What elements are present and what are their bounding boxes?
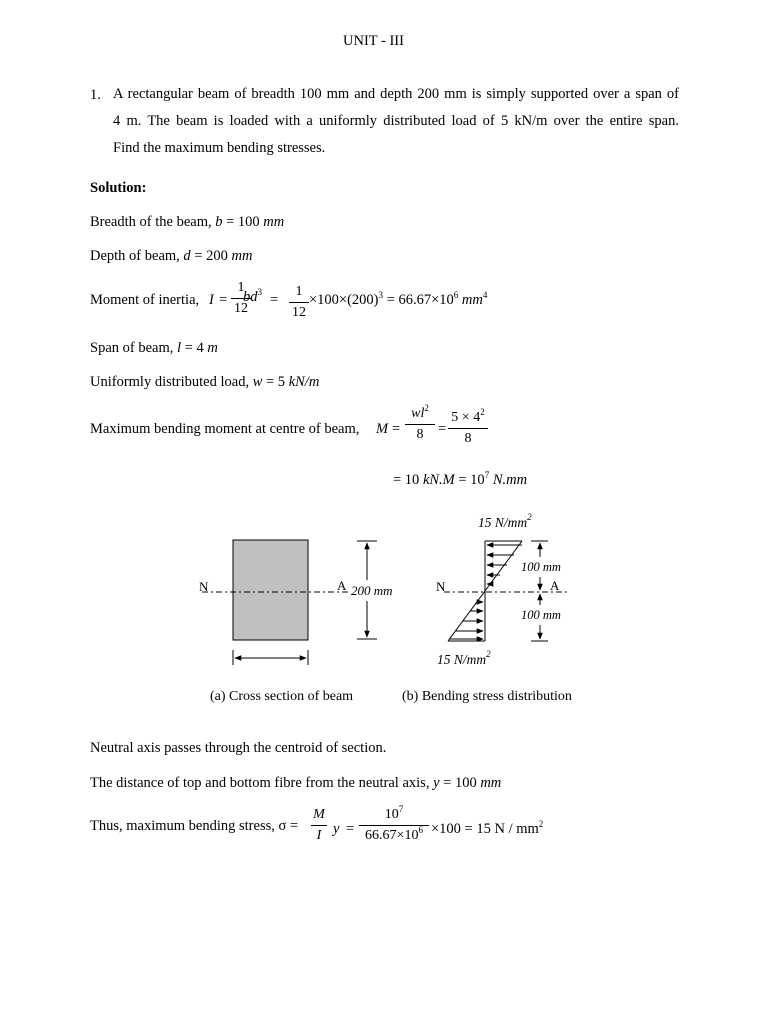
- udl-label: Uniformly distributed load,: [90, 374, 253, 390]
- bm-result: [393, 472, 527, 489]
- beam-cross-section: [233, 540, 308, 640]
- depth-dim-label: 200 mm: [351, 583, 393, 598]
- problem-number: 1.: [90, 87, 101, 103]
- top-stress-text: 15 N/mm: [478, 515, 528, 530]
- stress-label: Thus, maximum bending stress, σ =: [90, 818, 299, 834]
- bm-numerator-1-exponent: 2: [424, 403, 429, 413]
- breadth-symbol: b: [215, 214, 223, 230]
- distance-symbol: y: [433, 775, 440, 791]
- bm-denominator-2: 8: [464, 431, 472, 446]
- moi-unit-exponent: 4: [482, 290, 488, 300]
- depth-line: [90, 248, 252, 265]
- bm-fraction-2: [448, 407, 488, 447]
- stress-denominator-1: I: [316, 828, 322, 843]
- bm-result-unit-1: kN.M: [422, 472, 455, 488]
- moi-numerator-1: 1: [237, 280, 245, 295]
- span-symbol: l: [176, 340, 182, 356]
- stress-result-text: ×100 = 15 N / mm: [431, 821, 539, 837]
- unit-heading: UNIT - III: [343, 33, 404, 49]
- depth-symbol: d: [183, 248, 191, 264]
- neutral-axis-statement: Neutral axis passes through the centroid of section.: [90, 740, 387, 756]
- problem-statement: [113, 81, 679, 162]
- moi-unit: mm: [461, 292, 483, 308]
- moi-expression-exponent: 3: [378, 290, 384, 300]
- stress-y: y: [333, 821, 340, 837]
- bm-result-exponent: 7: [484, 470, 490, 480]
- stress-denominator-2-text: 66.67×10: [365, 828, 419, 843]
- caption-stress-distribution: (b) Bending stress distribution: [402, 689, 572, 704]
- distance-line: [90, 775, 501, 792]
- moi-equals-2: =: [270, 292, 279, 308]
- stress-result-exponent: 2: [538, 819, 544, 829]
- distance-value: = 100: [439, 775, 481, 791]
- upper-distance-label: 100 mm: [521, 560, 561, 574]
- fraction-bar: [405, 424, 435, 425]
- bm-result-a: = 10: [393, 472, 423, 488]
- bm-fraction-1: [405, 403, 435, 443]
- bm-numerator-1-text: wl: [411, 406, 425, 421]
- bm-equals-2: =: [438, 421, 447, 437]
- depth-unit: mm: [231, 248, 253, 264]
- bottom-stress-label: [437, 649, 491, 667]
- label-a-left: A: [337, 578, 347, 593]
- label-n-right: N: [436, 579, 446, 594]
- problem-line: Find the maximum bending stresses.: [113, 140, 326, 156]
- bm-result-b: = 10: [454, 472, 485, 488]
- span-unit: m: [207, 340, 218, 356]
- moi-result: = 66.67×10: [386, 292, 454, 308]
- bm-numerator-1: [405, 403, 435, 422]
- stress-denominator-2-exponent: 6: [418, 825, 423, 835]
- moi-symbol: I: [209, 292, 214, 308]
- stress-denominator-2: [359, 825, 429, 844]
- depth-label: Depth of beam,: [90, 248, 184, 264]
- fraction-bar: [311, 825, 327, 826]
- stress-fraction-1: [311, 807, 327, 844]
- distance-label: The distance of top and bottom fibre from the neutral axis,: [90, 775, 434, 791]
- bm-denominator-1: 8: [416, 427, 424, 442]
- label-a-right: A: [550, 578, 560, 593]
- stress-numerator-2-exponent: 7: [398, 804, 404, 814]
- udl-unit: kN/m: [288, 374, 320, 390]
- bottom-stress-exponent: 2: [486, 649, 491, 659]
- moi-equals: =: [219, 292, 228, 308]
- udl-symbol: w: [252, 374, 263, 390]
- moi-bd-symbol: bd: [243, 289, 258, 305]
- bm-result-unit-2: N.mm: [489, 472, 528, 488]
- stress-numerator-1: M: [313, 807, 325, 822]
- breadth-label: Breadth of the beam,: [90, 214, 216, 230]
- span-label: Span of beam,: [90, 340, 177, 356]
- bm-numerator-2-exponent: 2: [480, 407, 485, 417]
- problem-line: A rectangular beam of breadth 100 mm and depth 200 mm is simply supported over a span of: [113, 86, 679, 102]
- fraction-bar: [289, 302, 309, 303]
- udl-value: = 5: [262, 374, 289, 390]
- bm-symbol: M: [376, 421, 389, 437]
- beam-figure: [190, 505, 600, 705]
- breadth-value: = 100: [222, 214, 264, 230]
- stress-equals: =: [346, 821, 355, 837]
- span-value: = 4: [181, 340, 208, 356]
- lower-distance-label: 100 mm: [521, 608, 561, 622]
- distance-unit: mm: [480, 775, 502, 791]
- problem-line: 4 m. The beam is loaded with a uniformly distributed load of 5 kN/m over the entire span.: [113, 113, 679, 129]
- caption-cross-section: (a) Cross section of beam: [210, 689, 354, 704]
- moi-denominator-1: 12: [234, 301, 248, 316]
- moi-denominator-2: 12: [292, 305, 306, 320]
- breadth-line: [90, 214, 284, 231]
- top-stress-label: [478, 512, 532, 530]
- moi-bd-exponent: 3: [257, 287, 262, 297]
- span-line: [90, 340, 218, 357]
- bm-numerator-2: [448, 407, 488, 426]
- moi-fraction-2: [289, 284, 309, 321]
- stress-fraction-2: [359, 804, 429, 844]
- stress-result: [431, 821, 543, 838]
- moi-expression-text: ×100×(200): [309, 292, 379, 308]
- moi-bd: [243, 289, 262, 306]
- moi-label: Moment of inertia,: [90, 292, 200, 308]
- top-stress-exponent: 2: [527, 512, 532, 522]
- bm-equals: =: [392, 421, 401, 437]
- moi-result-exponent: 6: [453, 290, 459, 300]
- stress-numerator-2: [359, 804, 429, 823]
- udl-line: [90, 374, 319, 391]
- bm-label: Maximum bending moment at centre of beam,: [90, 421, 360, 437]
- moi-numerator-2: 1: [295, 284, 303, 299]
- stress-numerator-2-text: 10: [384, 807, 399, 822]
- moi-expression: [309, 292, 487, 309]
- solution-heading: Solution:: [90, 180, 147, 196]
- breadth-unit: mm: [263, 214, 285, 230]
- bm-numerator-2-text: 5 × 4: [451, 410, 481, 425]
- depth-value: = 200: [190, 248, 232, 264]
- fraction-bar: [448, 428, 488, 429]
- bottom-stress-text: 15 N/mm: [437, 652, 487, 667]
- label-n-left: N: [199, 579, 209, 594]
